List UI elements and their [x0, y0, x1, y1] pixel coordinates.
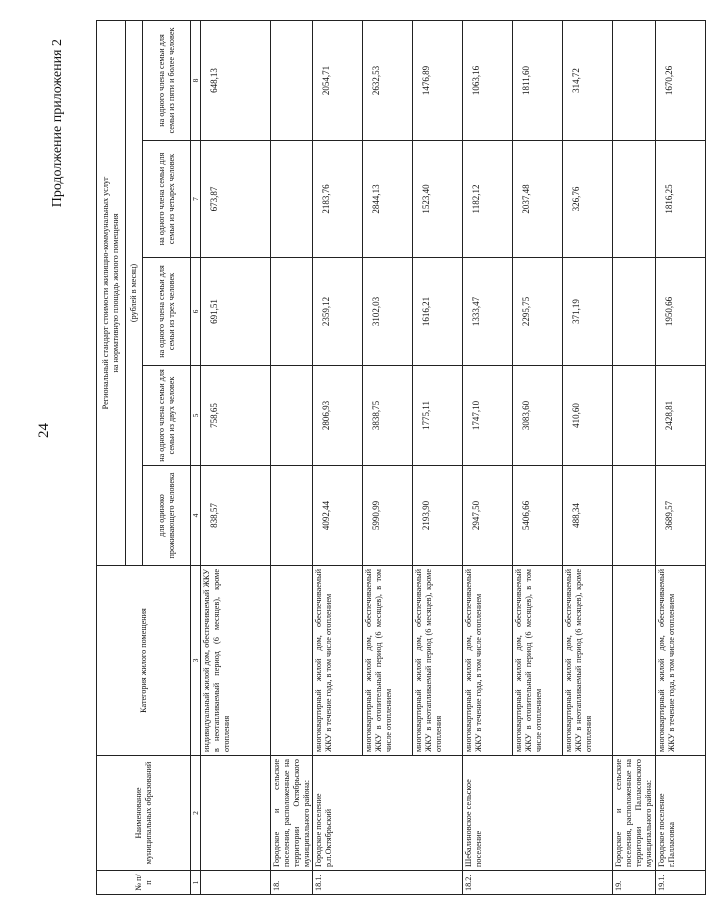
col-num: 8	[191, 20, 201, 140]
value-two	[613, 366, 655, 466]
col-num: 4	[191, 466, 201, 566]
col-num: 2	[191, 756, 201, 871]
header-units: (рублей в месяц)	[126, 20, 143, 565]
value-two: 2428,81	[655, 366, 705, 466]
rotated-sheet	[50, 21, 676, 895]
row-category: многоквартирный жилой дом, обеспечиваемый ЖКУ в течение года, в том числе отоплением	[655, 566, 705, 756]
value-three: 1333,47	[463, 258, 513, 366]
page-number: 24	[36, 423, 52, 438]
value-four: 2183,76	[313, 141, 363, 258]
value-single: 488,34	[563, 466, 613, 566]
col-num: 1	[191, 871, 201, 895]
value-two: 2806,93	[313, 366, 363, 466]
col-num: 6	[191, 258, 201, 366]
row-category: многоквартирный жилой дом, обеспечиваемый ЖКУ в отопительный период (6 месяцев), в том числе отоплением	[513, 566, 563, 756]
sub-header-four: на одного члена семьи для семьи из четырех человек	[143, 141, 191, 258]
row-number	[201, 871, 271, 895]
value-single: 2193,90	[413, 466, 463, 566]
value-single: 838,57	[201, 466, 271, 566]
value-five: 648,13	[201, 20, 271, 140]
value-single	[271, 466, 313, 566]
value-single: 4092,44	[313, 466, 363, 566]
row-number: 19.	[613, 871, 655, 895]
value-three	[613, 258, 655, 366]
header-category: Категория жилого помещения	[97, 566, 191, 756]
value-four: 1816,25	[655, 141, 705, 258]
appendix-caption: Продолжение приложения 2	[50, 39, 65, 208]
value-two: 1775,11	[413, 366, 463, 466]
row-category: многоквартирный жилой дом, обеспечиваемый ЖКУ в отопительный период (6 месяцев), в том числе отоплением	[363, 566, 413, 756]
value-three: 2295,75	[513, 258, 563, 366]
table-row	[463, 20, 513, 894]
value-three: 1950,66	[655, 258, 705, 366]
value-three: 3102,03	[363, 258, 413, 366]
value-two	[271, 366, 313, 466]
header-row	[97, 20, 126, 894]
col-num: 7	[191, 141, 201, 258]
value-single: 5406,66	[513, 466, 563, 566]
column-number-row	[191, 20, 201, 894]
sub-header-five: на одного члена семьи для семьи из пяти и более человек	[143, 20, 191, 140]
value-five: 1670,26	[655, 20, 705, 140]
value-four: 1182,12	[463, 141, 513, 258]
housing-cost-table	[96, 20, 706, 895]
value-three: 2359,12	[313, 258, 363, 366]
value-five: 314,72	[563, 20, 613, 140]
sub-header-two: на одного члена семьи для семьи из двух человек	[143, 366, 191, 466]
row-category	[613, 566, 655, 756]
value-single	[613, 466, 655, 566]
header-standard-line1: Региональный стандарт стоимости жилищно-коммунальных услуг	[101, 176, 111, 410]
value-three: 691,51	[201, 258, 271, 366]
value-three: 371,19	[563, 258, 613, 366]
row-municipality	[201, 756, 271, 871]
value-two: 3083,60	[513, 366, 563, 466]
header-no: № п/п	[97, 871, 191, 895]
value-two: 1747,10	[463, 366, 513, 466]
value-five	[271, 20, 313, 140]
value-four: 2037,48	[513, 141, 563, 258]
value-single: 3689,57	[655, 466, 705, 566]
row-municipality: Городское и сельские поселения, расположенные на территории Октябрьского муниципального района:	[271, 756, 313, 871]
value-five: 2054,71	[313, 20, 363, 140]
value-five: 2632,53	[363, 20, 413, 140]
header-standard-line2: на нормативную площадь жилого помещения	[111, 213, 120, 373]
value-four: 2844,13	[363, 141, 413, 258]
row-municipality: Городское поселение г.Палласовка	[655, 756, 705, 871]
row-number: 19.1.	[655, 871, 705, 895]
value-five: 1063,16	[463, 20, 513, 140]
value-three: 1616,21	[413, 258, 463, 366]
header-standard	[97, 20, 126, 565]
header-name: Наименование муниципальных образований	[97, 756, 191, 871]
table-row	[655, 20, 705, 894]
table-row	[613, 20, 655, 894]
value-single: 5990,99	[363, 466, 413, 566]
row-municipality: Городское поселение р.п.Октябрьский	[313, 756, 463, 871]
value-four: 326,76	[563, 141, 613, 258]
row-category: многоквартирный жилой дом, обеспечиваемый ЖКУ в неотапливаемый период (6 месяцев), кроме отопления	[413, 566, 463, 756]
col-num: 5	[191, 366, 201, 466]
row-municipality: Городское и сельские поселения, расположенные на территории Палласовского муниципального района:	[613, 756, 655, 871]
table-row	[313, 20, 363, 894]
row-number: 18.1.	[313, 871, 463, 895]
value-three	[271, 258, 313, 366]
row-category: многоквартирный жилой дом, обеспечиваемый ЖКУ в течение года, в том числе отоплением	[313, 566, 363, 756]
table-row	[271, 20, 313, 894]
sub-header-three: на одного члена семьи для семьи из трех человек	[143, 258, 191, 366]
row-number: 18.2.	[463, 871, 613, 895]
value-five	[613, 20, 655, 140]
row-category: индивидуальный жилой дом, обеспечиваемый ЖКУ в неотапливаемый период (6 месяцев), кроме отопления	[201, 566, 271, 756]
value-four	[613, 141, 655, 258]
table-row	[201, 20, 271, 894]
value-two: 758,65	[201, 366, 271, 466]
row-number: 18.	[271, 871, 313, 895]
value-two: 3838,75	[363, 366, 413, 466]
value-four: 673,87	[201, 141, 271, 258]
value-two: 410,60	[563, 366, 613, 466]
value-four: 1523,40	[413, 141, 463, 258]
value-four	[271, 141, 313, 258]
row-category: многоквартирный жилой дом, обеспечиваемый ЖКУ в течение года, в том числе отоплением	[463, 566, 513, 756]
row-category: многоквартирный жилой дом, обеспечиваемый ЖКУ в неотапливаемый период (6 месяцев), кроме отопления	[563, 566, 613, 756]
value-five: 1476,89	[413, 20, 463, 140]
row-category	[271, 566, 313, 756]
col-num: 3	[191, 566, 201, 756]
value-single: 2947,50	[463, 466, 513, 566]
value-five: 1811,60	[513, 20, 563, 140]
row-municipality: Шебалиновское сельское поселение	[463, 756, 613, 871]
sub-header-single: для одиноко проживающего человека	[143, 466, 191, 566]
